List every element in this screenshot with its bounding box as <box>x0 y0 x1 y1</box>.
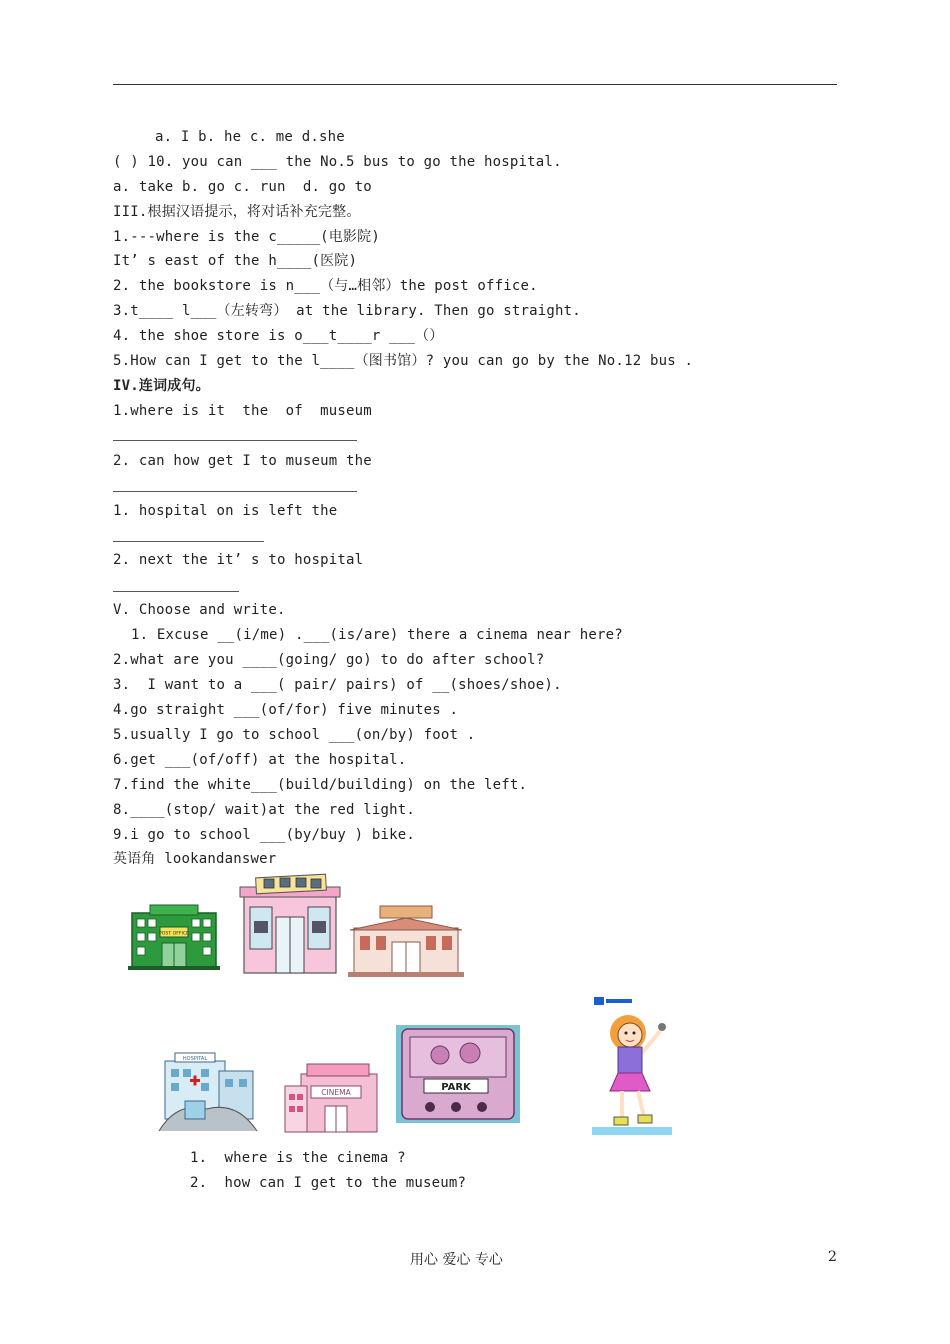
answer-blank <box>113 491 357 492</box>
text-line: 2.what are you ____(going/ go) to do after school? <box>113 652 545 668</box>
text-line: a. take b. go c. run d. go to <box>113 179 372 195</box>
post-office-sign: POST OFFICE <box>159 931 189 937</box>
text-line: 3.t____ l___（左转弯） at the library. Then go straight. <box>113 303 581 319</box>
page-number: 2 <box>828 1249 837 1265</box>
text-line: 4. the shoe store is o___t____r ___（） <box>113 328 444 344</box>
text-line: 5.How can I get to the l____（图书馆）? you can go by the No.12 bus . <box>113 353 694 369</box>
post-office-picture <box>128 903 220 971</box>
text-line: 6.get ___(of/off) at the hospital. <box>113 752 407 768</box>
text-line: IV.连词成句。 <box>113 378 210 394</box>
text-line: 7.find the white___(build/building) on the left. <box>113 777 528 793</box>
girl-picture <box>592 995 672 1135</box>
page-footer: 用心 爱心 专心 <box>410 1252 503 1268</box>
text-line: 1.where is it the of museum <box>113 403 372 419</box>
hospital-sign: HOSPITAL <box>182 1056 208 1062</box>
cinema-sign: CINEMA <box>321 1088 351 1097</box>
cinema-picture <box>281 1062 385 1134</box>
text-line: III.根据汉语提示，将对话补充完整。 <box>113 204 361 220</box>
park-picture <box>396 1025 520 1123</box>
text-line: 3. I want to a ___( pair/ pairs) of __(shoes/shoe). <box>113 677 562 693</box>
text-line: 2. how can I get to the museum? <box>190 1175 467 1191</box>
hospital-picture <box>157 1049 259 1133</box>
text-line: 1. where is the cinema ? <box>190 1150 406 1166</box>
text-line: 英语角 lookandanswer <box>113 851 277 867</box>
shoe-store-picture <box>236 873 344 975</box>
text-line: 1.---where is the c_____(电影院) <box>113 229 380 245</box>
answer-blank <box>113 541 264 542</box>
text-line: 2. next the it’ s to hospital <box>113 552 364 568</box>
text-line: 4.go straight ___(of/for) five minutes . <box>113 702 459 718</box>
text-line: 2. the bookstore is n___（与…相邻）the post office. <box>113 278 538 294</box>
text-line: 8.____(stop/ wait)at the red light. <box>113 802 416 818</box>
text-line: ( ) 10. you can ___ the No.5 bus to go the hospital. <box>113 154 562 170</box>
text-line: 1. hospital on is left the <box>113 503 338 519</box>
text-line: 9.i go to school ___(by/buy ) bike. <box>113 827 416 843</box>
text-line: V. Choose and write. <box>113 602 286 618</box>
museum-picture <box>348 904 464 978</box>
text-line: It’ s east of the h____(医院) <box>113 253 358 269</box>
park-sign: PARK <box>441 1082 471 1093</box>
text-line: a. I b. he c. me d.she <box>155 129 345 145</box>
text-line: 1. Excuse __(i/me) .___(is/are) there a cinema near here? <box>131 627 623 643</box>
answer-blank <box>113 591 239 592</box>
answer-blank <box>113 440 357 441</box>
text-line: 5.usually I go to school ___(on/by) foot . <box>113 727 476 743</box>
text-line: 2. can how get I to museum the <box>113 453 372 469</box>
header-rule <box>113 84 837 85</box>
